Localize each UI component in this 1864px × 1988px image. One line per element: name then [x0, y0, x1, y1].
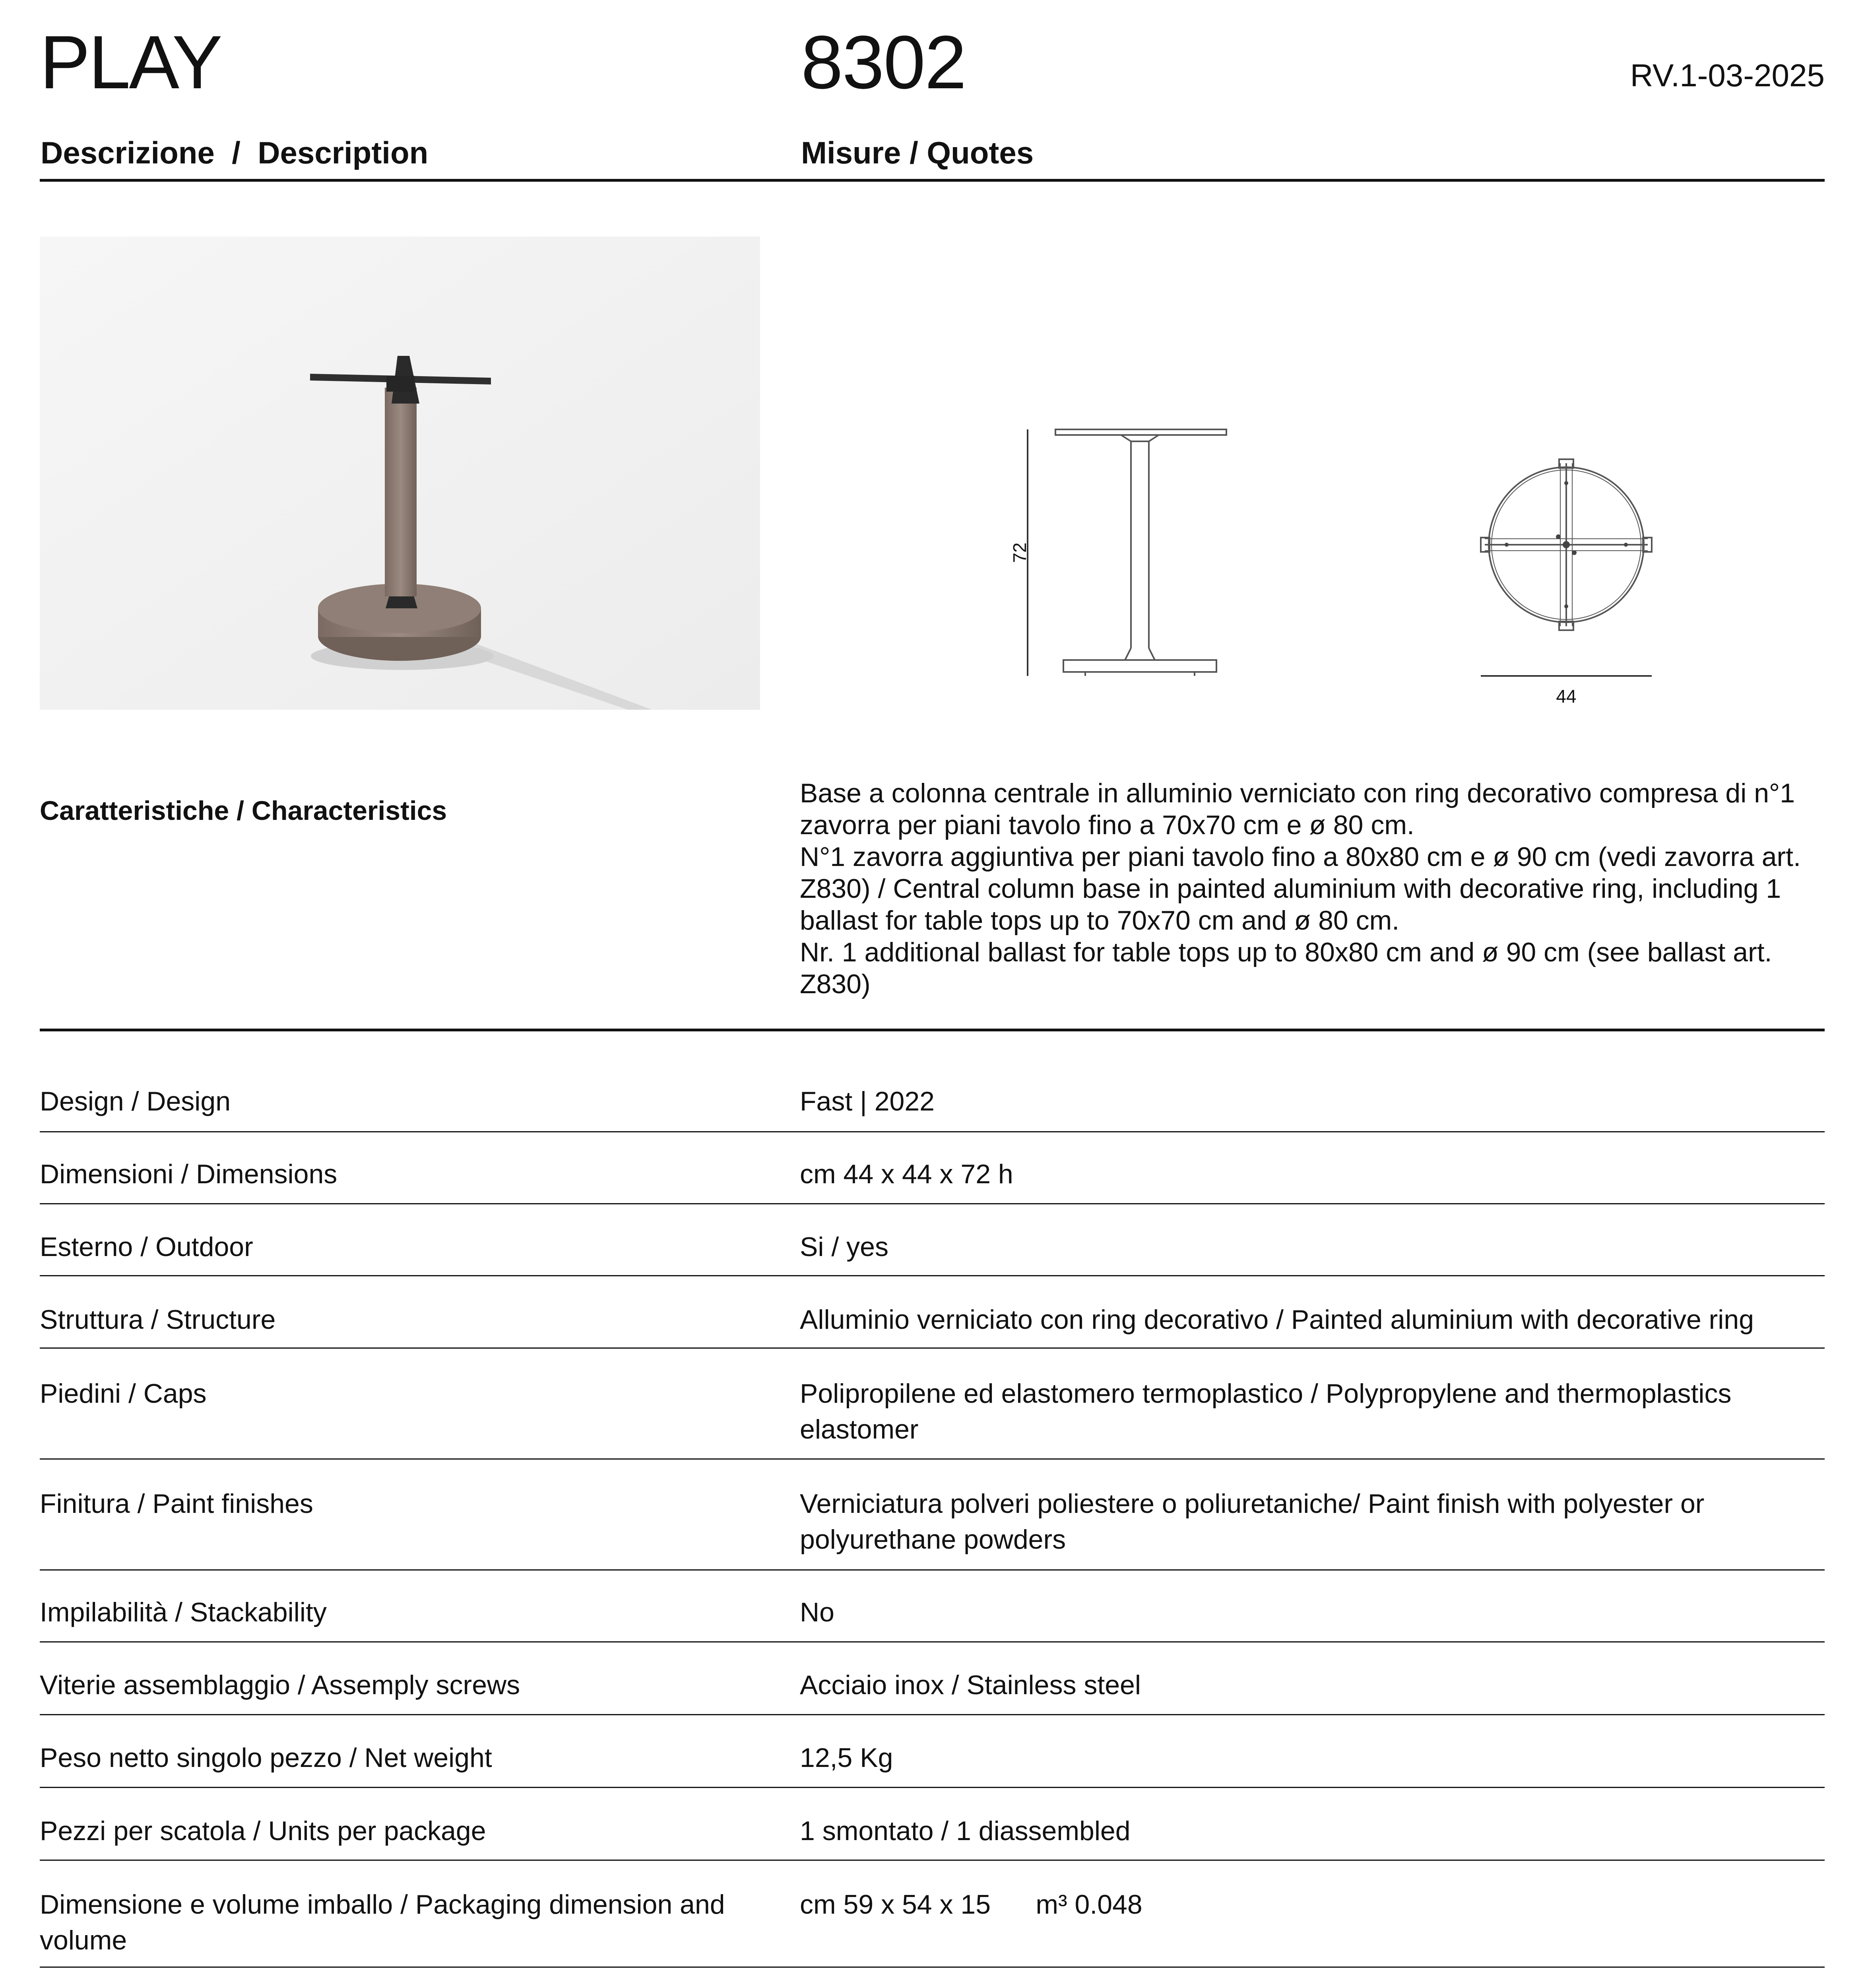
row-divider — [40, 1967, 1825, 1968]
spec-label: Dimensioni / Dimensions — [40, 1159, 337, 1189]
spec-value: No — [800, 1597, 834, 1627]
row-divider — [40, 1458, 1825, 1460]
spec-value: Alluminio verniciato con ring decorativo / Painted aluminium with decorative ring — [800, 1305, 1754, 1335]
spec-label: Struttura / Structure — [40, 1305, 276, 1335]
height-dimension-label: 72 — [1009, 542, 1030, 563]
table-base-image — [40, 237, 760, 710]
product-code: 8302 — [801, 20, 966, 105]
quotes-heading: Misure / Quotes — [801, 135, 1034, 170]
row-divider — [40, 1275, 1825, 1276]
width-dimension-label: 44 — [1556, 686, 1577, 707]
characteristics-text — [800, 777, 1821, 1000]
spec-value: 12,5 Kg — [800, 1743, 893, 1773]
characteristics-heading: Caratteristiche / Characteristics — [40, 796, 447, 826]
row-divider — [40, 1131, 1825, 1132]
spec-label: Finitura / Paint finishes — [40, 1489, 313, 1519]
spec-value: cm 59 x 54 x 15 m³ 0.048 — [800, 1889, 1142, 1920]
dimension-drawings — [974, 414, 1682, 716]
revision-label: RV.1-03-2025 — [1630, 58, 1825, 93]
row-divider — [40, 1203, 1825, 1204]
spec-value: Si / yes — [800, 1232, 888, 1262]
characteristics-line: N°1 zavorra aggiuntiva per piani tavolo fino a 80x80 cm e ø 90 cm (vedi zavorra art. Z830) / Central column base in painted aluminium with decorative ring, including 1 ballast for table tops up to 70x70 cm and ø 80 cm. — [800, 842, 1801, 936]
characteristics-line: Nr. 1 additional ballast for table tops up to 80x80 cm and ø 90 cm (see ballast art. Z830) — [800, 937, 1772, 999]
spec-label: Impilabilità / Stackability — [40, 1597, 327, 1627]
spec-value: Fast | 2022 — [800, 1086, 935, 1116]
row-divider — [40, 1347, 1825, 1349]
spec-label: Esterno / Outdoor — [40, 1232, 253, 1262]
characteristics-line: Base a colonna centrale in alluminio verniciato con ring decorativo compresa di n°1 zavorra per piani tavolo fino a 70x70 cm e ø 80 cm. — [800, 778, 1795, 840]
spec-value: Polipropilene ed elastomero termoplastico / Polypropylene and thermoplastics elastomer — [800, 1378, 1732, 1444]
spec-label: Peso netto singolo pezzo / Net weight — [40, 1743, 492, 1773]
spec-label: Viterie assemblaggio / Assemply screws — [40, 1670, 520, 1700]
header-divider — [40, 179, 1825, 182]
spec-value: Acciaio inox / Stainless steel — [800, 1670, 1141, 1700]
row-divider — [40, 1641, 1825, 1642]
row-divider — [40, 1787, 1825, 1788]
spec-label: Piedini / Caps — [40, 1378, 207, 1409]
description-heading: Descrizione / Description — [41, 135, 429, 170]
spec-value: Verniciatura polveri poliestere o poliuretaniche/ Paint finish with polyester or polyurethane powders — [800, 1489, 1705, 1555]
row-divider — [40, 1860, 1825, 1861]
row-divider — [40, 1569, 1825, 1571]
product-photo — [40, 237, 760, 710]
spec-label: Pezzi per scatola / Units per package — [40, 1816, 486, 1846]
row-divider — [40, 1714, 1825, 1715]
spec-value: cm 44 x 44 x 72 h — [800, 1159, 1013, 1189]
spec-label: Design / Design — [40, 1086, 231, 1116]
spec-label: Dimensione e volume imballo / Packaging dimension and volume — [40, 1889, 725, 1955]
technical-drawing — [974, 414, 1682, 716]
product-name: PLAY — [40, 20, 221, 105]
spec-value: 1 smontato / 1 diassembled — [800, 1816, 1131, 1846]
characteristics-divider — [40, 1029, 1825, 1031]
